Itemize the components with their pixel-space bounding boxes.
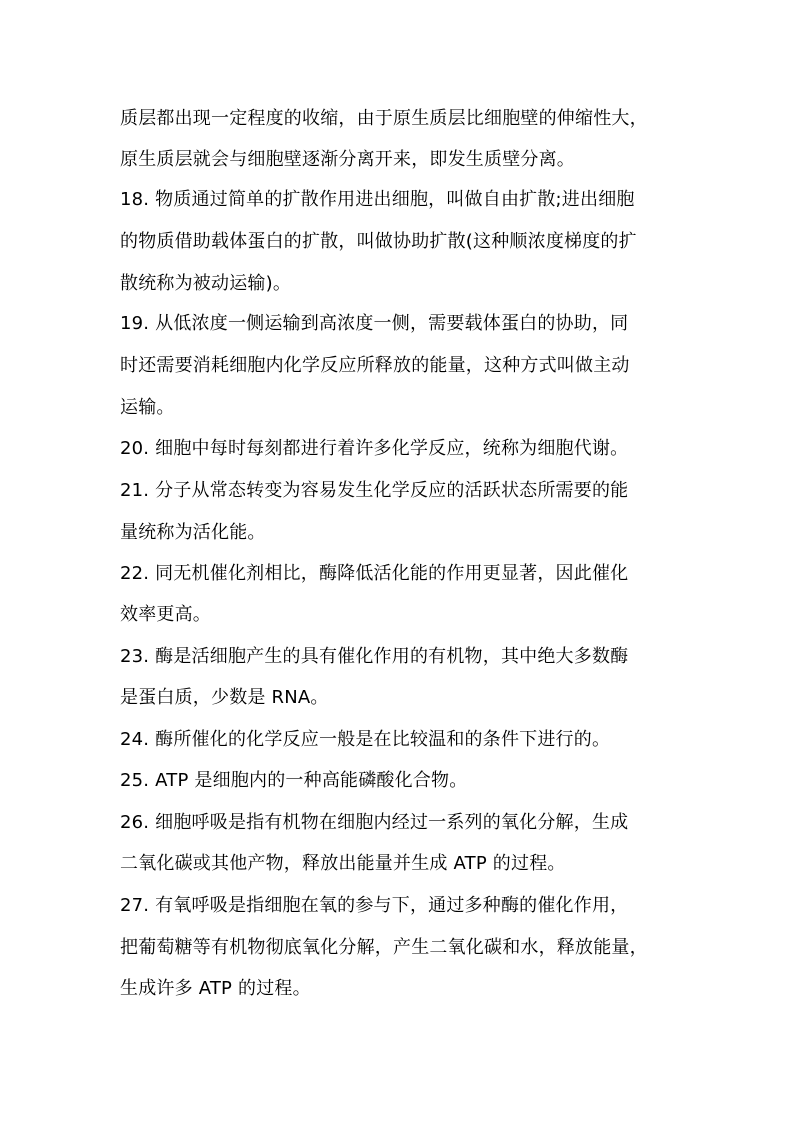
text-line: 20. 细胞中每时每刻都进行着许多化学反应，统称为细胞代谢。 bbox=[120, 438, 629, 459]
text-line: 23. 酶是活细胞产生的具有催化作用的有机物，其中绝大多数酶 bbox=[120, 646, 629, 667]
text-line: 效率更高。 bbox=[120, 604, 211, 625]
text-line: 质层都出现一定程度的收缩，由于原生质层比细胞壁的伸缩性大， bbox=[120, 108, 648, 129]
text-line: 运输。 bbox=[120, 397, 175, 418]
text-line: 散统称为被动运输)。 bbox=[120, 273, 292, 294]
text-line: 量统称为活化能。 bbox=[120, 522, 266, 543]
text-line: 21. 分子从常态转变为容易发生化学反应的活跃状态所需要的能 bbox=[120, 480, 629, 501]
text-line: 24. 酶所催化的化学反应一般是在比较温和的条件下进行的。 bbox=[120, 729, 611, 750]
text-line: 26. 细胞呼吸是指有机物在细胞内经过一系列的氧化分解，生成 bbox=[120, 812, 629, 833]
text-line: 把葡萄糖等有机物彻底氧化分解，产生二氧化碳和水，释放能量， bbox=[120, 937, 648, 958]
text-line: 18. 物质通过简单的扩散作用进出细胞，叫做自由扩散;进出细胞 bbox=[120, 189, 635, 210]
text-line: 原生质层就会与细胞壁逐渐分离开来，即发生质壁分离。 bbox=[120, 149, 575, 170]
text-line: 生成许多 ATP 的过程。 bbox=[120, 978, 311, 999]
text-line: 是蛋白质，少数是 RNA。 bbox=[120, 687, 329, 708]
text-line: 27. 有氧呼吸是指细胞在氧的参与下，通过多种酶的催化作用， bbox=[120, 895, 629, 916]
text-line: 22. 同无机催化剂相比，酶降低活化能的作用更显著，因此催化 bbox=[120, 563, 629, 584]
text-line: 时还需要消耗细胞内化学反应所释放的能量，这种方式叫做主动 bbox=[120, 355, 630, 376]
text-line: 的物质借助载体蛋白的扩散，叫做协助扩散(这种顺浓度梯度的扩 bbox=[120, 231, 637, 252]
text-line: 二氧化碳或其他产物，释放出能量并生成 ATP 的过程。 bbox=[120, 853, 566, 874]
text-line: 25. ATP 是细胞内的一种高能磷酸化合物。 bbox=[120, 770, 468, 791]
text-line: 19. 从低浓度一侧运输到高浓度一侧，需要载体蛋白的协助，同 bbox=[120, 313, 629, 334]
